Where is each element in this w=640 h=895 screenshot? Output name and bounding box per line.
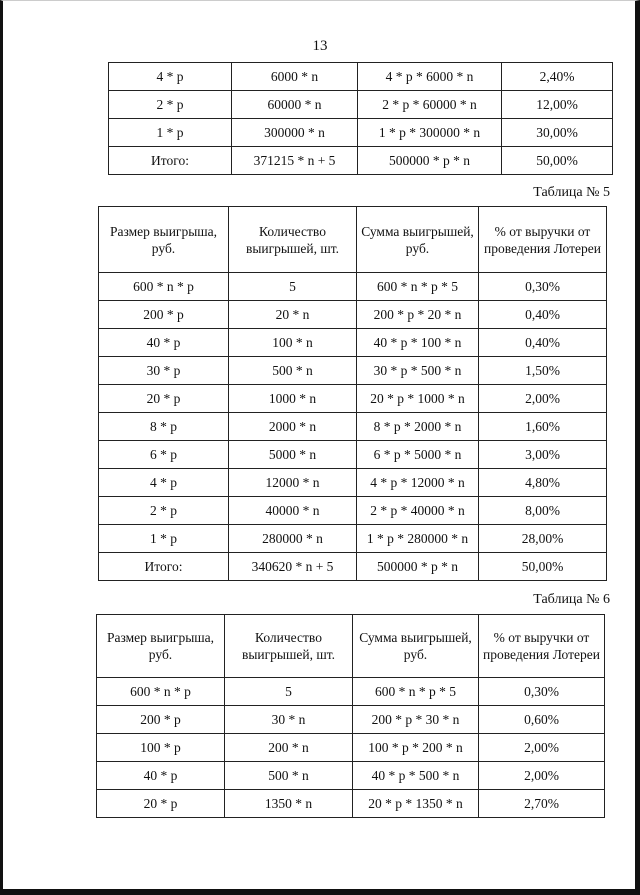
cell-prize-sum: 1 * p * 280000 * n — [357, 525, 479, 553]
header-prize-count: Количество выигрышей, шт. — [229, 207, 357, 273]
cell-prize-sum: 500000 * p * n — [358, 147, 502, 175]
cell-prize-sum: 200 * p * 30 * n — [353, 706, 479, 734]
cell-prize-sum: 2 * p * 40000 * n — [357, 497, 479, 525]
cell-prize-size: 1 * p — [109, 119, 232, 147]
cell-prize-sum: 8 * p * 2000 * n — [357, 413, 479, 441]
table-5-caption: Таблица № 5 — [533, 185, 610, 200]
cell-revenue-percent: 2,00% — [479, 385, 607, 413]
cell-prize-count: 280000 * n — [229, 525, 357, 553]
cell-prize-count: 340620 * n + 5 — [229, 553, 357, 581]
cell-prize-sum: 4 * p * 6000 * n — [358, 63, 502, 91]
table-row — [99, 385, 607, 413]
cell-prize-size: Итого: — [99, 553, 229, 581]
header-row — [99, 207, 607, 273]
cell-revenue-percent: 4,80% — [479, 469, 607, 497]
cell-prize-sum: 30 * p * 500 * n — [357, 357, 479, 385]
cell-prize-size: 4 * p — [109, 63, 232, 91]
cell-prize-sum: 20 * p * 1350 * n — [353, 790, 479, 818]
cell-prize-sum: 4 * p * 12000 * n — [357, 469, 479, 497]
cell-prize-size: 1 * p — [99, 525, 229, 553]
cell-prize-size: 600 * n * p — [99, 273, 229, 301]
table-header — [99, 207, 607, 273]
header-prize-sum: Сумма выигрышей, руб. — [353, 615, 479, 678]
cell-prize-size: 30 * p — [99, 357, 229, 385]
cell-revenue-percent: 50,00% — [479, 553, 607, 581]
table-row — [99, 357, 607, 385]
cell-prize-size: 40 * p — [97, 762, 225, 790]
table-row — [99, 497, 607, 525]
cell-prize-size: 6 * p — [99, 441, 229, 469]
cell-revenue-percent: 8,00% — [479, 497, 607, 525]
cell-prize-size: 100 * p — [97, 734, 225, 762]
cell-prize-count: 5 — [229, 273, 357, 301]
cell-revenue-percent: 28,00% — [479, 525, 607, 553]
header-prize-count: Количество выигрышей, шт. — [225, 615, 353, 678]
table-row — [99, 413, 607, 441]
table-body — [97, 678, 605, 818]
table-body — [99, 273, 607, 581]
cell-prize-size: 20 * p — [99, 385, 229, 413]
cell-revenue-percent: 30,00% — [502, 119, 613, 147]
header-prize-sum: Сумма выигрышей, руб. — [357, 207, 479, 273]
cell-prize-count: 5 — [225, 678, 353, 706]
prize-table-6 — [96, 614, 605, 818]
cell-prize-size: 200 * p — [97, 706, 225, 734]
cell-revenue-percent: 2,40% — [502, 63, 613, 91]
table-row — [109, 91, 613, 119]
table-header — [97, 615, 605, 678]
cell-prize-size: 40 * p — [99, 329, 229, 357]
cell-prize-count: 500 * n — [225, 762, 353, 790]
cell-prize-sum: 500000 * p * n — [357, 553, 479, 581]
cell-revenue-percent: 0,30% — [479, 273, 607, 301]
cell-prize-count: 5000 * n — [229, 441, 357, 469]
cell-prize-sum: 20 * p * 1000 * n — [357, 385, 479, 413]
cell-revenue-percent: 2,00% — [479, 762, 605, 790]
cell-prize-size: 20 * p — [97, 790, 225, 818]
cell-prize-size: 4 * p — [99, 469, 229, 497]
cell-prize-count: 30 * n — [225, 706, 353, 734]
cell-revenue-percent: 0,40% — [479, 301, 607, 329]
header-revenue-percent: % от выручки от проведения Лотереи — [479, 207, 607, 273]
cell-revenue-percent: 2,70% — [479, 790, 605, 818]
cell-prize-size: Итого: — [109, 147, 232, 175]
cell-prize-count: 1000 * n — [229, 385, 357, 413]
cell-prize-count: 20 * n — [229, 301, 357, 329]
table-row — [99, 469, 607, 497]
cell-prize-count: 500 * n — [229, 357, 357, 385]
cell-prize-count: 300000 * n — [232, 119, 358, 147]
cell-revenue-percent: 1,60% — [479, 413, 607, 441]
cell-prize-sum: 200 * p * 20 * n — [357, 301, 479, 329]
cell-prize-sum: 2 * p * 60000 * n — [358, 91, 502, 119]
cell-revenue-percent: 50,00% — [502, 147, 613, 175]
cell-prize-size: 2 * p — [109, 91, 232, 119]
cell-revenue-percent: 0,60% — [479, 706, 605, 734]
cell-prize-size: 2 * p — [99, 497, 229, 525]
cell-prize-sum: 6 * p * 5000 * n — [357, 441, 479, 469]
cell-prize-sum: 40 * p * 500 * n — [353, 762, 479, 790]
header-prize-size: Размер выигрыша, руб. — [97, 615, 225, 678]
cell-prize-sum: 600 * n * p * 5 — [357, 273, 479, 301]
table-row — [97, 790, 605, 818]
table-row — [109, 147, 613, 175]
cell-revenue-percent: 12,00% — [502, 91, 613, 119]
cell-prize-count: 40000 * n — [229, 497, 357, 525]
table-row — [97, 706, 605, 734]
cell-prize-count: 2000 * n — [229, 413, 357, 441]
header-prize-size: Размер выигрыша, руб. — [99, 207, 229, 273]
cell-prize-count: 1350 * n — [225, 790, 353, 818]
cell-revenue-percent: 0,30% — [479, 678, 605, 706]
cell-prize-count: 100 * n — [229, 329, 357, 357]
cell-prize-sum: 600 * n * p * 5 — [353, 678, 479, 706]
cell-revenue-percent: 2,00% — [479, 734, 605, 762]
cell-prize-count: 6000 * n — [232, 63, 358, 91]
table-body — [109, 63, 613, 175]
cell-prize-sum: 1 * p * 300000 * n — [358, 119, 502, 147]
table-row — [99, 273, 607, 301]
table-row — [97, 734, 605, 762]
cell-revenue-percent: 3,00% — [479, 441, 607, 469]
prize-table-continued — [108, 62, 613, 175]
table-row — [99, 553, 607, 581]
cell-prize-size: 600 * n * p — [97, 678, 225, 706]
cell-prize-size: 200 * p — [99, 301, 229, 329]
cell-prize-count: 200 * n — [225, 734, 353, 762]
header-revenue-percent: % от выручки от проведения Лотереи — [479, 615, 605, 678]
cell-prize-sum: 40 * p * 100 * n — [357, 329, 479, 357]
table-row — [99, 525, 607, 553]
table-row — [99, 441, 607, 469]
cell-revenue-percent: 0,40% — [479, 329, 607, 357]
table-6-caption: Таблица № 6 — [533, 592, 610, 607]
table-row — [109, 119, 613, 147]
table-row — [99, 301, 607, 329]
header-row — [97, 615, 605, 678]
table-row — [97, 762, 605, 790]
cell-prize-size: 8 * p — [99, 413, 229, 441]
cell-prize-sum: 100 * p * 200 * n — [353, 734, 479, 762]
table-row — [109, 63, 613, 91]
prize-table-5 — [98, 206, 607, 581]
table-row — [99, 329, 607, 357]
cell-prize-count: 12000 * n — [229, 469, 357, 497]
cell-prize-count: 371215 * n + 5 — [232, 147, 358, 175]
cell-revenue-percent: 1,50% — [479, 357, 607, 385]
table-row — [97, 678, 605, 706]
cell-prize-count: 60000 * n — [232, 91, 358, 119]
page-number: 13 — [312, 38, 328, 54]
